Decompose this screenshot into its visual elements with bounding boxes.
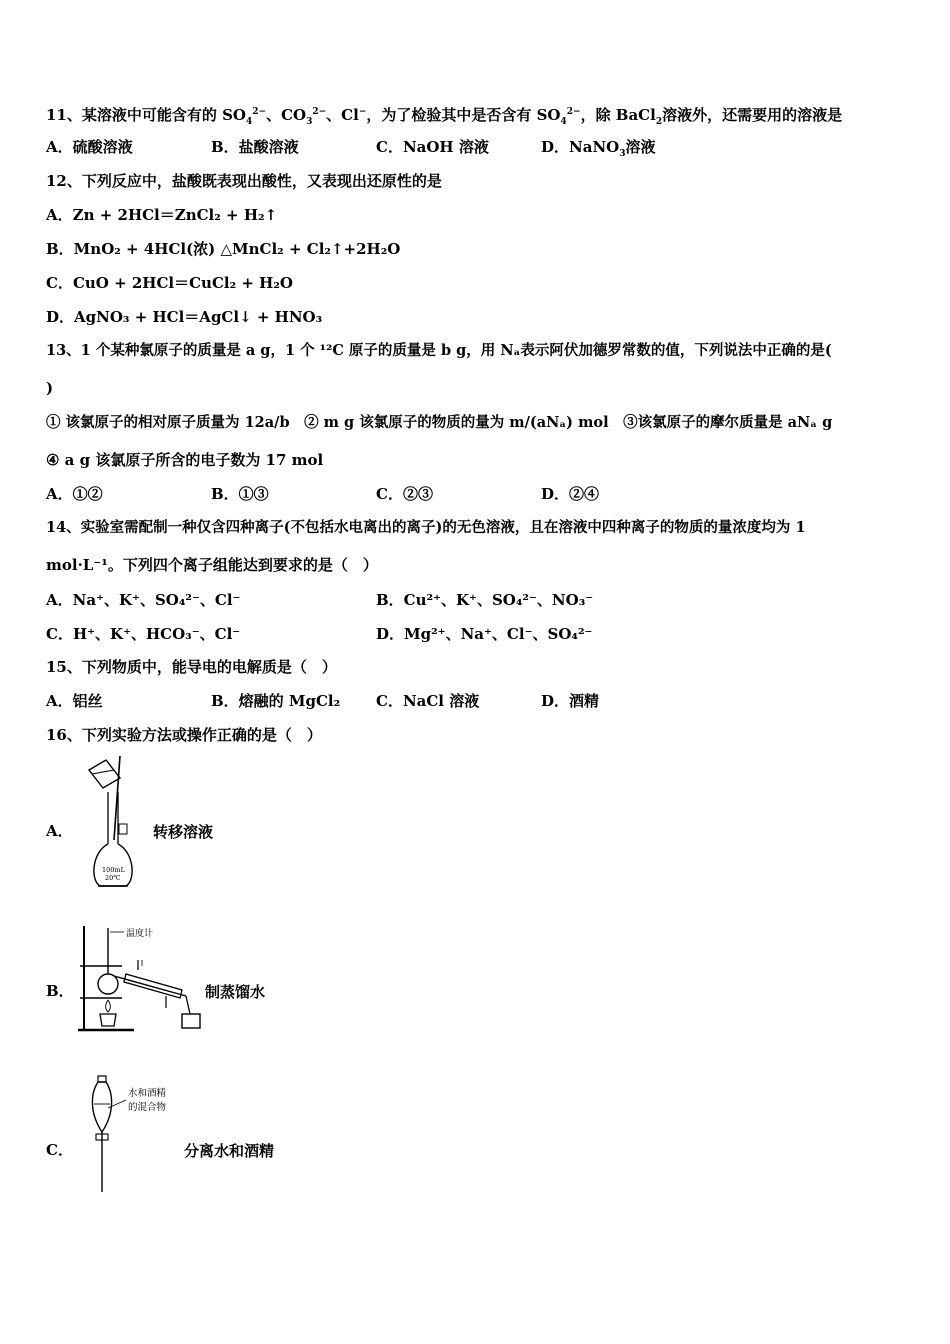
q13-stem-line2: ) — [46, 379, 54, 397]
volumetric-flask-figure — [84, 752, 144, 892]
q14-stem-line2: mol·L⁻¹。下列四个离子组能达到要求的是（ ） — [46, 556, 378, 574]
flask-label-temp: 20℃ — [105, 874, 121, 882]
flask-label-volume: 100mL — [102, 866, 125, 874]
q11-option-b[interactable]: B．盐酸溶液 — [211, 138, 299, 156]
q14-option-c[interactable]: C．H⁺、K⁺、HCO₃⁻、Cl⁻ — [46, 625, 241, 643]
q11-option-c[interactable]: C．NaOH 溶液 — [376, 138, 489, 156]
q12-option-d[interactable]: D．AgNO₃ + HCl＝AgCl↓ + HNO₃ — [46, 308, 323, 326]
q15-option-a[interactable]: A．铝丝 — [46, 692, 103, 710]
q14-stem-line1: 14、实验室需配制一种仅含四种离子(不包括水电离出的离子)的无色溶液，且在溶液中四种离子的物质的量浓度均为 1 — [46, 519, 806, 536]
q13-statements-2: ④ a g 该氯原子所含的电子数为 17 mol — [46, 451, 324, 469]
q14-option-d[interactable]: D．Mg²⁺、Na⁺、Cl⁻、SO₄²⁻ — [376, 625, 593, 643]
q12-option-b[interactable]: B．MnO₂ + 4HCl(浓) △MnCl₂ + Cl₂↑+2H₂O — [46, 240, 401, 258]
q15-option-d[interactable]: D．酒精 — [541, 692, 600, 710]
q16-option-b-label[interactable]: B． — [46, 982, 74, 1000]
q16-option-c-label[interactable]: C． — [46, 1141, 73, 1159]
q13-statements-1: ① 该氯原子的相对原子质量为 12a/b ② m g 该氯原子的物质的量为 m/(aNₐ) mol ③该氯原子的摩尔质量是 aNₐ g — [46, 414, 833, 431]
q14-option-b[interactable]: B．Cu²⁺、K⁺、SO₄²⁻、NO₃⁻ — [376, 591, 594, 609]
q12-stem: 12、下列反应中，盐酸既表现出酸性，又表现出还原性的是 — [46, 172, 442, 190]
q11-stem: 11、某溶液中可能含有的 $SO_4^{2-}$、$CO_3^{2-}$、Cl−，为了检验其中是否含有 $SO_4^{2-}$，除 BaCl$_2$溶液外，还需要用的溶液是 — [46, 106, 843, 127]
distillation-apparatus-figure — [74, 918, 204, 1038]
q13-option-c[interactable]: C．②③ — [376, 485, 433, 503]
q11-option-d[interactable]: D．NaNO$_3$溶液 — [541, 138, 656, 159]
q16-option-b-text: 制蒸馏水 — [205, 983, 266, 1001]
q15-option-b[interactable]: B．熔融的 MgCl₂ — [211, 692, 341, 710]
separatory-funnel-figure — [86, 1074, 186, 1196]
thermometer-label: 温度计 — [126, 929, 154, 939]
q13-stem-line1: 13、1 个某种氯原子的质量是 a g，1 个 ¹²C 原子的质量是 b g，用 Nₐ表示阿伏加德罗常数的值，下列说法中正确的是( — [46, 342, 832, 359]
q16-stem: 16、下列实验方法或操作正确的是（ ） — [46, 726, 322, 744]
q12-option-c[interactable]: C．CuO + 2HCl＝CuCl₂ + H₂O — [46, 274, 293, 292]
q15-stem: 15、下列物质中，能导电的电解质是（ ） — [46, 658, 337, 676]
funnel-note-line1: 水和酒精 — [128, 1088, 167, 1099]
q12-option-a[interactable]: A．Zn + 2HCl＝ZnCl₂ + H₂↑ — [46, 206, 278, 224]
q16-option-a-label[interactable]: A． — [46, 822, 73, 840]
funnel-note-line2: 的混合物 — [128, 1102, 167, 1113]
q16-option-c-text: 分离水和酒精 — [184, 1142, 275, 1160]
q13-option-b[interactable]: B．①③ — [211, 485, 269, 503]
q15-option-c[interactable]: C．NaCl 溶液 — [376, 692, 480, 710]
q13-option-a[interactable]: A．①② — [46, 485, 103, 503]
q14-option-a[interactable]: A．Na⁺、K⁺、SO₄²⁻、Cl⁻ — [46, 591, 241, 609]
q16-option-a-text: 转移溶液 — [153, 823, 214, 841]
q13-option-d[interactable]: D．②④ — [541, 485, 600, 503]
q11-option-a[interactable]: A．硫酸溶液 — [46, 138, 133, 156]
